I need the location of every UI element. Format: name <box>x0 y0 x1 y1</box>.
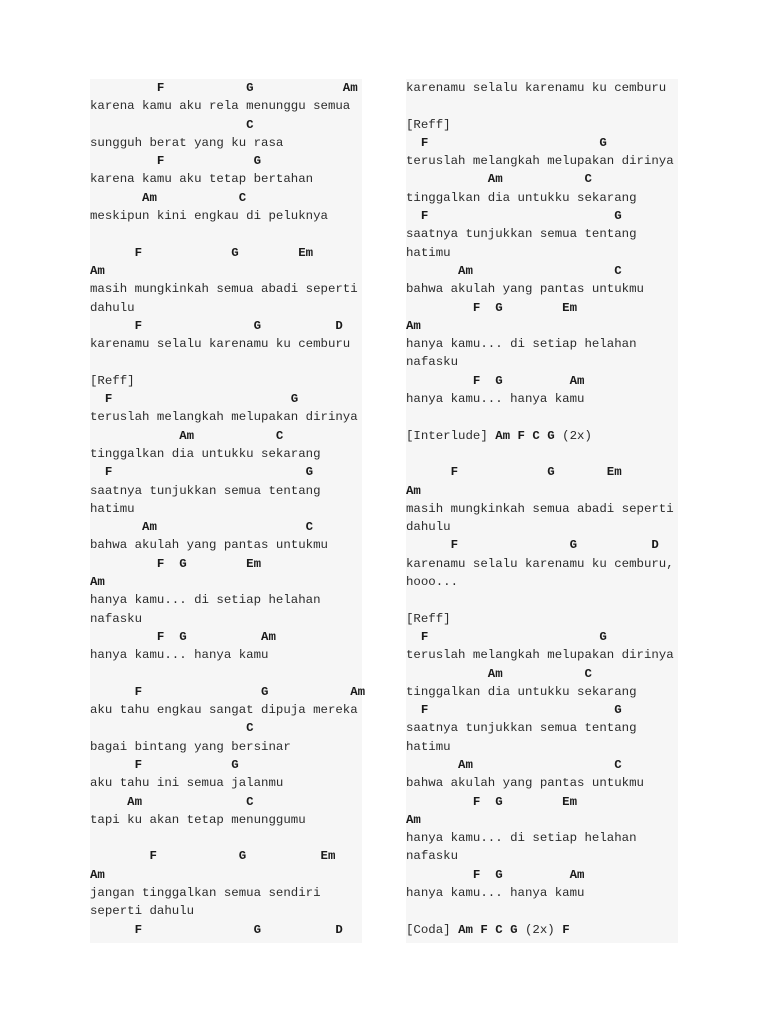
chord-line: F G <box>406 209 622 224</box>
blank-line <box>90 829 362 847</box>
chord-line: F G <box>406 629 607 644</box>
lyric-line: aku tahu engkau sangat dipuja mereka <box>90 703 358 718</box>
lyric-line: hanya kamu... di setiap helahan <box>406 831 637 846</box>
lyric-line: tinggalkan dia untukku sekarang <box>406 684 637 699</box>
lyric-line: nafasku <box>90 611 143 626</box>
blank-line <box>406 445 678 463</box>
lyric-line: karenamu selalu karenamu ku cemburu <box>406 81 667 95</box>
chord-line: F G D <box>90 922 343 937</box>
lyric-line: teruslah melangkah melupakan dirinya <box>406 154 674 169</box>
left-column <box>90 79 366 943</box>
blank-line <box>406 97 678 115</box>
chord-line: F G Em <box>90 245 314 260</box>
chord-line: F G Am <box>90 684 366 699</box>
lyric-line: hanya kamu... hanya kamu <box>406 392 585 407</box>
chord-line: F G <box>90 465 314 480</box>
lyric-line: nafasku <box>406 355 459 370</box>
chord-line: F G <box>90 392 299 407</box>
chord-line: Am <box>406 812 421 827</box>
lyric-line: hanya kamu... hanya kamu <box>406 886 585 901</box>
chord-line: Am C <box>90 520 314 535</box>
lyric-line: saatnya tunjukkan semua tentang <box>406 721 637 736</box>
lyric-line: dahulu <box>90 300 135 315</box>
lyric-line: teruslah melangkah melupakan dirinya <box>406 648 674 663</box>
section-label: [Coda] <box>406 922 459 937</box>
section-label: [Interlude] <box>406 428 496 443</box>
repeat-count: (2x) <box>554 428 592 443</box>
lyric-line: bagai bintang yang bersinar <box>90 739 291 754</box>
chord-line: F G Am <box>406 867 585 882</box>
blank-line <box>406 902 678 920</box>
chord-line: F G Em <box>90 849 336 864</box>
lyric-line: hatimu <box>406 739 451 754</box>
chord-line: F G Em <box>90 556 262 571</box>
blank-line <box>90 353 362 371</box>
lyric-line: tinggalkan dia untukku sekarang <box>90 446 321 461</box>
lyric-line: dahulu <box>406 520 451 535</box>
lyric-line: nafasku <box>406 849 459 864</box>
lyric-line: karenamu selalu karenamu ku cemburu, <box>406 556 674 571</box>
section-label: [Reff] <box>406 611 451 626</box>
chord-line: F G <box>406 703 622 718</box>
repeat-count: (2x) <box>517 922 563 937</box>
chord-line: F G D <box>406 538 659 553</box>
lyric-line: sungguh berat yang ku rasa <box>90 135 284 150</box>
chord-line: Am C <box>406 172 592 187</box>
blank-line <box>90 225 362 243</box>
section-chords: Am F C G <box>458 922 518 937</box>
lyric-line: hanya kamu... di setiap helahan <box>406 337 637 352</box>
chord-line: Am C <box>90 190 247 205</box>
lyric-line: tinggalkan dia untukku sekarang <box>406 190 637 205</box>
chord-line: Am C <box>90 794 254 809</box>
lyric-line: meskipun kini engkau di peluknya <box>90 209 328 224</box>
section-label: [Reff] <box>90 373 135 388</box>
chord-line: Am C <box>406 666 592 681</box>
lyric-line: karena kamu aku tetap bertahan <box>90 172 314 187</box>
chord-line: Am C <box>90 428 284 443</box>
lyric-line: hanya kamu... hanya kamu <box>90 648 269 663</box>
chord-line: F G D <box>90 318 343 333</box>
lyric-line: saatnya tunjukkan semua tentang <box>406 227 637 242</box>
chord-line: F G Am <box>406 373 585 388</box>
lyric-line: jangan tinggalkan semua sendiri <box>90 886 321 901</box>
lyric-line: tapi ku akan tetap menunggumu <box>90 812 306 827</box>
chord-line: Am <box>90 263 105 278</box>
lyric-line: hanya kamu... di setiap helahan <box>90 593 321 608</box>
lyric-line: masih mungkinkah semua abadi seperti <box>406 501 674 516</box>
lyric-line: bahwa akulah yang pantas untukmu <box>406 776 644 791</box>
chord-line: Am <box>90 575 105 590</box>
section-chord-line <box>406 921 678 939</box>
lyric-line: hooo... <box>406 575 459 590</box>
chord-line: F G Am <box>90 81 358 95</box>
final-chord: F <box>562 922 570 937</box>
lyric-line: karenamu selalu karenamu ku cemburu <box>90 337 351 352</box>
lyric-line: saatnya tunjukkan semua tentang <box>90 483 321 498</box>
section-label: [Reff] <box>406 117 451 132</box>
lyric-line: karena kamu aku rela menunggu semua <box>90 99 351 114</box>
chord-line: Am C <box>406 757 622 772</box>
lyric-line: bahwa akulah yang pantas untukmu <box>406 282 644 297</box>
section-chords: Am F C G <box>495 428 555 443</box>
lyric-line: hatimu <box>90 501 135 516</box>
lyric-line: bahwa akulah yang pantas untukmu <box>90 538 328 553</box>
chord-line: Am <box>406 483 421 498</box>
chord-line: F G <box>90 757 239 772</box>
chord-line: Am <box>90 867 105 882</box>
chord-line: F G Em <box>406 465 622 480</box>
chord-line: F G Am <box>90 629 276 644</box>
chord-line: F G Em <box>406 794 578 809</box>
chord-line: F G Em <box>406 300 578 315</box>
chord-line: Am C <box>406 263 622 278</box>
section-chord-line <box>406 427 678 445</box>
blank-line <box>90 665 362 683</box>
chord-line: Am <box>406 318 421 333</box>
chord-line: C <box>90 117 254 132</box>
chord-line: C <box>90 721 254 736</box>
chord-line: F G <box>90 154 262 169</box>
chord-line: F G <box>406 135 607 150</box>
lyric-line: masih mungkinkah semua abadi seperti <box>90 282 358 297</box>
blank-line <box>406 408 678 426</box>
lyric-line: aku tahu ini semua jalanmu <box>90 776 284 791</box>
lyric-line: seperti dahulu <box>90 904 195 919</box>
lyric-line: hatimu <box>406 245 451 260</box>
right-column <box>406 79 678 943</box>
blank-line <box>406 591 678 609</box>
lyric-line: teruslah melangkah melupakan dirinya <box>90 410 358 425</box>
